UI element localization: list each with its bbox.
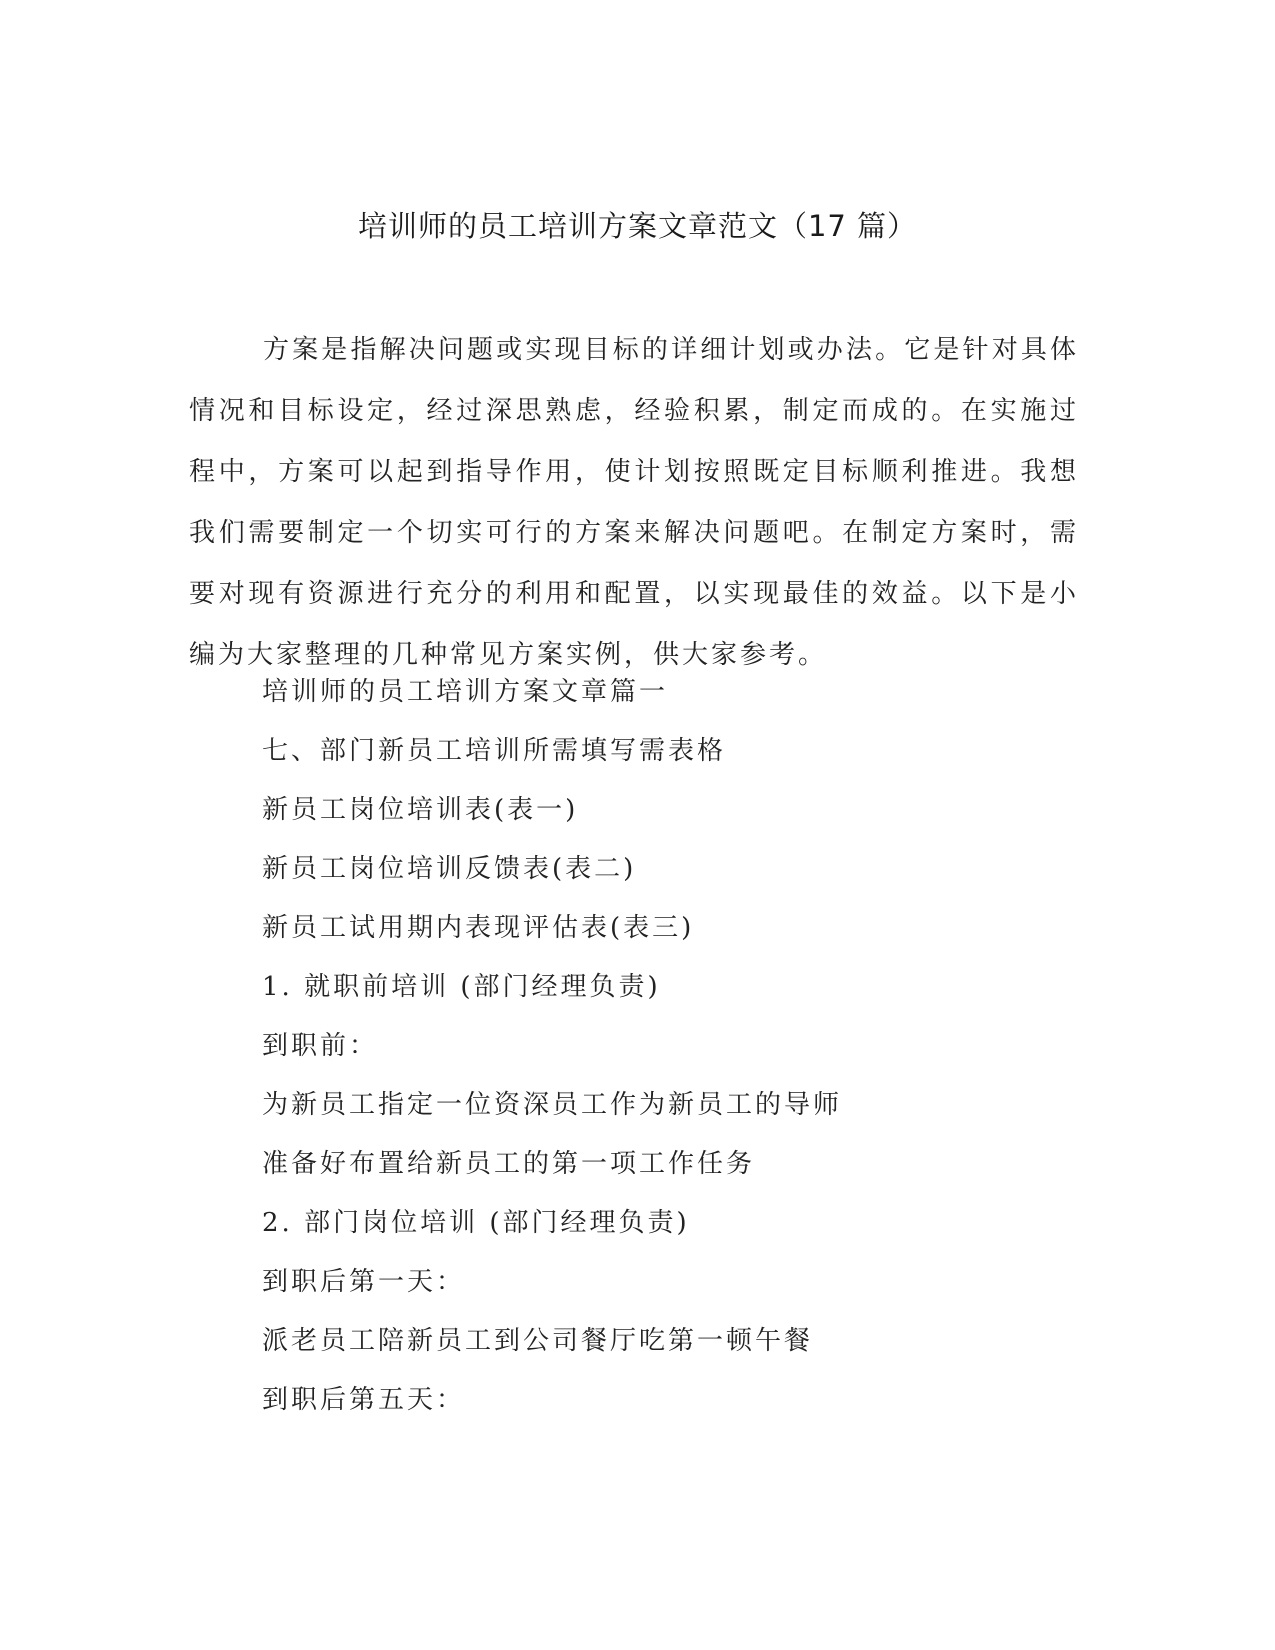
list-item: 准备好布置给新员工的第一项工作任务: [262, 1149, 756, 1179]
section-heading: 培训师的员工培训方案文章篇一: [262, 677, 669, 707]
list-item: 到职前：: [262, 1031, 379, 1061]
list-item: 新员工岗位培训表(表一): [262, 795, 579, 825]
list-item: 1. 就职前培训 (部门经理负责): [262, 972, 661, 1002]
list-item: 派老员工陪新员工到公司餐厅吃第一顿午餐: [262, 1326, 814, 1356]
list-item: 到职后第一天：: [262, 1267, 466, 1297]
document-title: 培训师的员工培训方案文章范文（17 篇）: [357, 209, 918, 243]
list-item: 新员工试用期内表现评估表(表三): [262, 913, 695, 943]
list-item: 到职后第五天：: [262, 1385, 466, 1415]
intro-paragraph: 方案是指解决问题或实现目标的详细计划或办法。它是针对具体情况和目标设定，经过深思熟虑，经验积累，制定而成的。在实施过程中，方案可以起到指导作用，使计划按照既定目标顺利推进。我想我们需要制定一个切实可行的方案来解决问题吧。在制定方案时，需要对现有资源进行充分的利用和配置，以实现最佳的效益。以下是小编为大家整理的几种常见方案实例，供大家参考。: [189, 335, 1079, 670]
list-item: 2. 部门岗位培训 (部门经理负责): [262, 1208, 690, 1238]
list-item: 新员工岗位培训反馈表(表二): [262, 854, 637, 884]
list-item: 七、部门新员工培训所需填写需表格: [262, 736, 727, 766]
list-item: 为新员工指定一位资深员工作为新员工的导师: [262, 1090, 843, 1120]
